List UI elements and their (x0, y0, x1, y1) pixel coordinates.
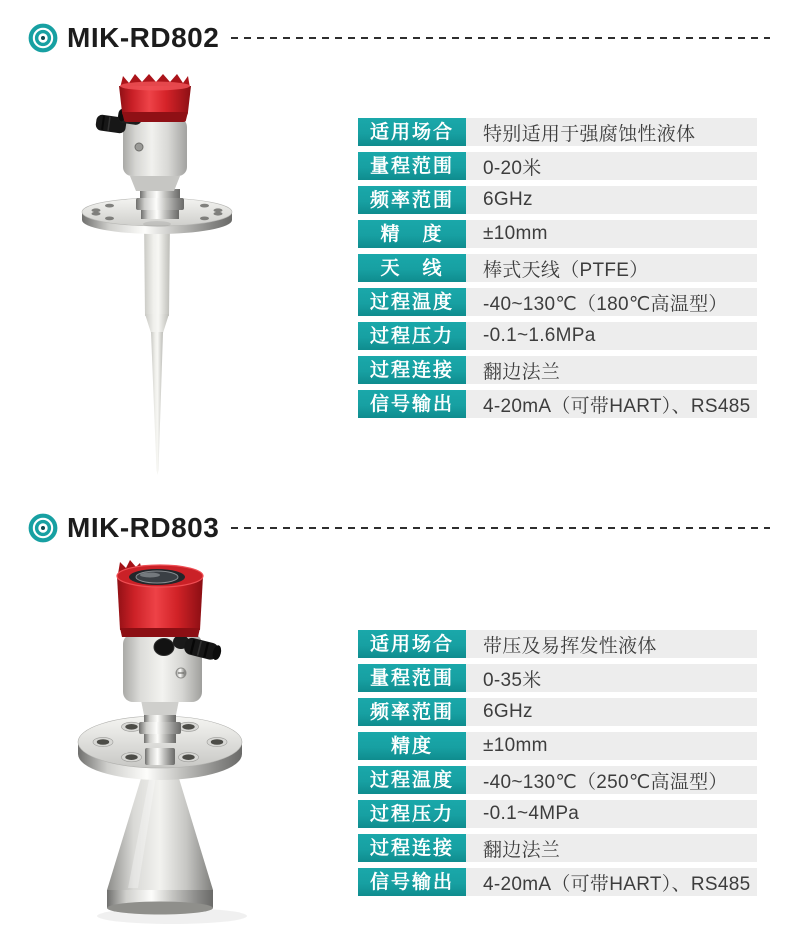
spec-label: 频率范围 (358, 698, 466, 726)
spec-row (358, 356, 757, 384)
spec-row (358, 220, 757, 248)
product-model-title: MIK-RD803 (67, 512, 220, 543)
spec-value: ±10mm (466, 220, 757, 248)
spec-row (358, 732, 757, 760)
sight-glass (129, 569, 185, 585)
spec-value: 4-20mA（可带HART）、RS485 (466, 868, 757, 896)
spec-table-rd803 (358, 630, 757, 902)
section-header-rd803 (28, 510, 772, 546)
spec-value: -0.1~1.6MPa (466, 322, 757, 350)
spec-label: 过程温度 (358, 766, 466, 794)
spec-label: 精度 (358, 732, 466, 760)
dashed-divider (231, 527, 770, 529)
spec-value: 0-35米 (466, 664, 757, 692)
spec-label: 信号输出 (358, 390, 466, 418)
dashed-divider (231, 37, 770, 39)
spec-value: 带压及易挥发性液体 (466, 630, 757, 658)
spec-value: 棒式天线（PTFE） (466, 254, 757, 282)
spec-label: 精 度 (358, 220, 466, 248)
spec-value: 特别适用于强腐蚀性液体 (466, 118, 757, 146)
spec-label: 适用场合 (358, 630, 466, 658)
spec-label: 过程连接 (358, 356, 466, 384)
spec-label: 适用场合 (358, 118, 466, 146)
spec-label: 天 线 (358, 254, 466, 282)
bullseye-icon (28, 23, 58, 53)
spec-row (358, 390, 757, 418)
housing-neck (130, 176, 180, 191)
spec-value: 翻边法兰 (466, 834, 757, 862)
spec-label: 量程范围 (358, 152, 466, 180)
spec-table-rd802 (358, 118, 757, 424)
spec-row (358, 664, 757, 692)
spec-row (358, 152, 757, 180)
spec-value: ±10mm (466, 732, 757, 760)
spec-row (358, 868, 757, 896)
spec-row (358, 800, 757, 828)
process-connection (136, 189, 184, 219)
spec-label: 频率范围 (358, 186, 466, 214)
spec-row (358, 322, 757, 350)
spec-row (358, 834, 757, 862)
spec-label: 过程压力 (358, 800, 466, 828)
spec-label: 过程压力 (358, 322, 466, 350)
spec-row (358, 118, 757, 146)
rod-antenna (144, 220, 170, 475)
spec-row (358, 288, 757, 316)
spec-row (358, 698, 757, 726)
red-cap (117, 560, 203, 637)
spec-value: 0-20米 (466, 152, 757, 180)
spec-row (358, 254, 757, 282)
spec-value: 6GHz (466, 186, 757, 214)
section-header-rd802 (28, 20, 772, 56)
bullseye-icon (28, 513, 58, 543)
product-photo-rd803 (60, 550, 320, 943)
spec-row (358, 630, 757, 658)
spec-row (358, 186, 757, 214)
horn-antenna (107, 760, 213, 915)
spec-value: -40~130℃（250℃高温型） (466, 766, 757, 794)
spec-value: 翻边法兰 (466, 356, 757, 384)
product-photo-rd802 (60, 60, 320, 495)
spec-label: 过程连接 (358, 834, 466, 862)
product-model-title: MIK-RD802 (67, 22, 220, 53)
spec-value: -0.1~4MPa (466, 800, 757, 828)
red-cap (119, 74, 191, 122)
spec-label: 信号输出 (358, 868, 466, 896)
spec-value: 4-20mA（可带HART）、RS485 (466, 390, 757, 418)
spec-value: -40~130℃（180℃高温型） (466, 288, 757, 316)
housing-neck (141, 700, 179, 715)
process-connection (139, 713, 181, 743)
spec-label: 量程范围 (358, 664, 466, 692)
spec-row (358, 766, 757, 794)
electronics-housing (123, 118, 187, 176)
ground-screw (135, 143, 143, 151)
spec-value: 6GHz (466, 698, 757, 726)
spec-label: 过程温度 (358, 288, 466, 316)
